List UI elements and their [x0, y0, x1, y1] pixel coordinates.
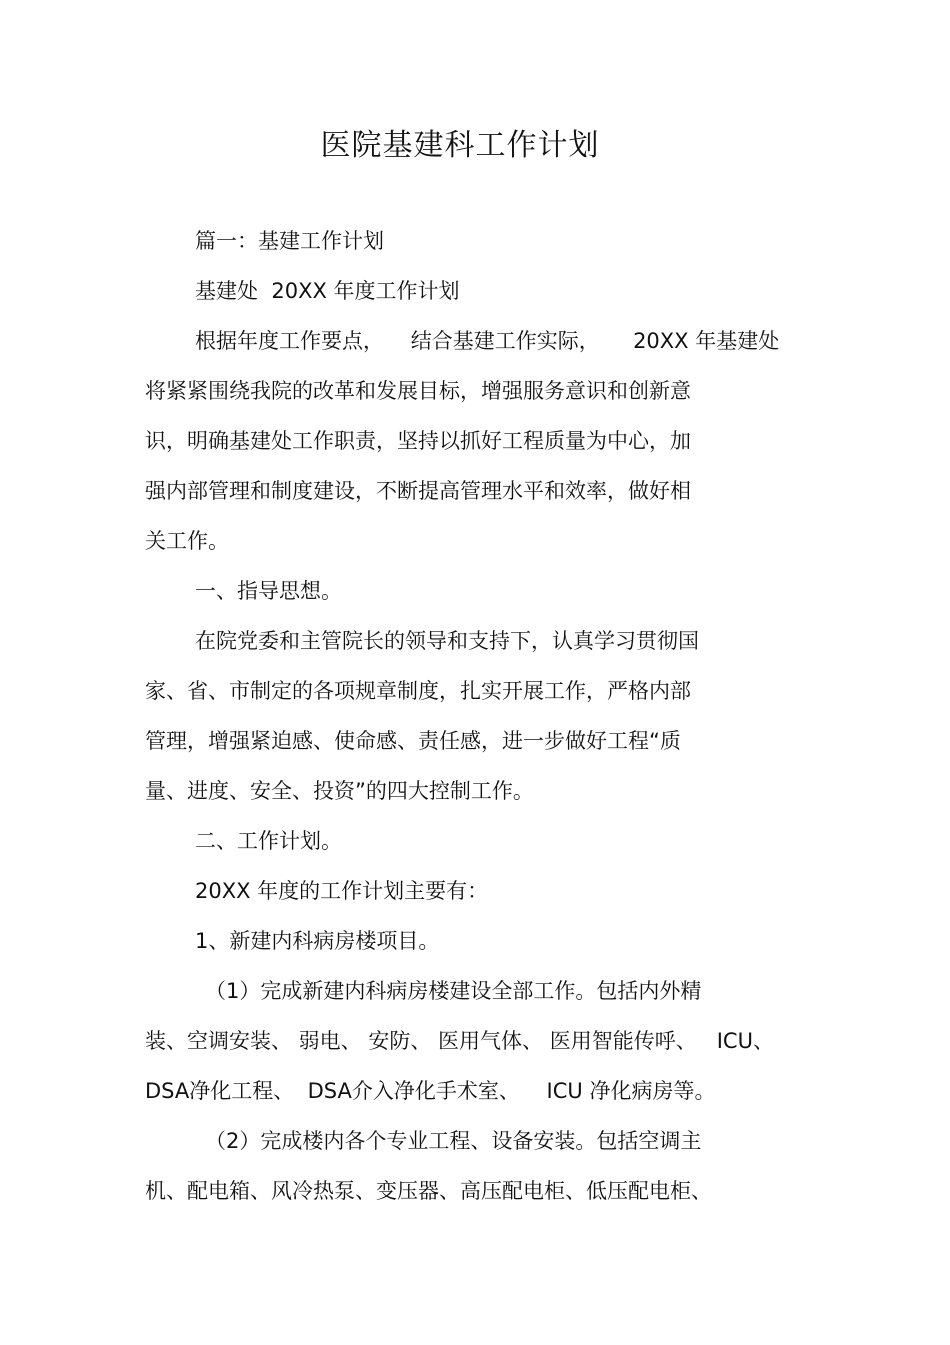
paragraph-line: 装、空调安装、 弱电、 安防、 医用气体、 医用智能传呼、 ICU、: [145, 1029, 774, 1053]
paragraph-line: DSA净化工程、 DSA介入净化手术室、 ICU 净化病房等。: [145, 1079, 716, 1103]
paragraph-line: （1）完成新建内科病房楼建设全部工作。包括内外精: [205, 979, 702, 1003]
section-heading-work-plan: 二、工作计划。: [195, 829, 342, 853]
paragraph-line: 量、进度、安全、投资”的四大控制工作。: [145, 779, 534, 803]
paragraph-line: 识，明确基建处工作职责，坚持以抓好工程质量为中心，加: [145, 429, 691, 453]
paragraph-line: 20XX 年度的工作计划主要有：: [195, 879, 489, 903]
paragraph-line: 管理，增强紧迫感、使命感、责任感，进一步做好工程“质: [145, 729, 681, 753]
paragraph-line: 强内部管理和制度建设，不断提高管理水平和效率，做好相: [145, 479, 691, 503]
paragraph-line: 机、配电箱、风冷热泵、变压器、高压配电柜、低压配电柜、: [145, 1179, 712, 1203]
list-item-heading: 1、新建内科病房楼项目。: [195, 929, 440, 953]
paragraph-line: 根据年度工作要点， 结合基建工作实际， 20XX 年基建处: [195, 329, 780, 353]
paragraph-line: 关工作。: [145, 529, 229, 553]
section-heading-chapter-1: 篇一：基建工作计划: [195, 229, 384, 253]
paragraph-line: （2）完成楼内各个专业工程、设备安装。包括空调主: [205, 1129, 702, 1153]
paragraph-line: 在院党委和主管院长的领导和支持下，认真学习贯彻国: [195, 629, 699, 653]
paragraph-line: 将紧紧围绕我院的改革和发展目标，增强服务意识和创新意: [145, 379, 691, 403]
paragraph-line: 家、省、市制定的各项规章制度，扎实开展工作，严格内部: [145, 679, 691, 703]
document-title: 医院基建科工作计划: [320, 128, 600, 163]
subheading-annual-plan: 基建处 20XX 年度工作计划: [195, 279, 460, 303]
section-heading-guiding-ideology: 一、指导思想。: [195, 579, 342, 603]
